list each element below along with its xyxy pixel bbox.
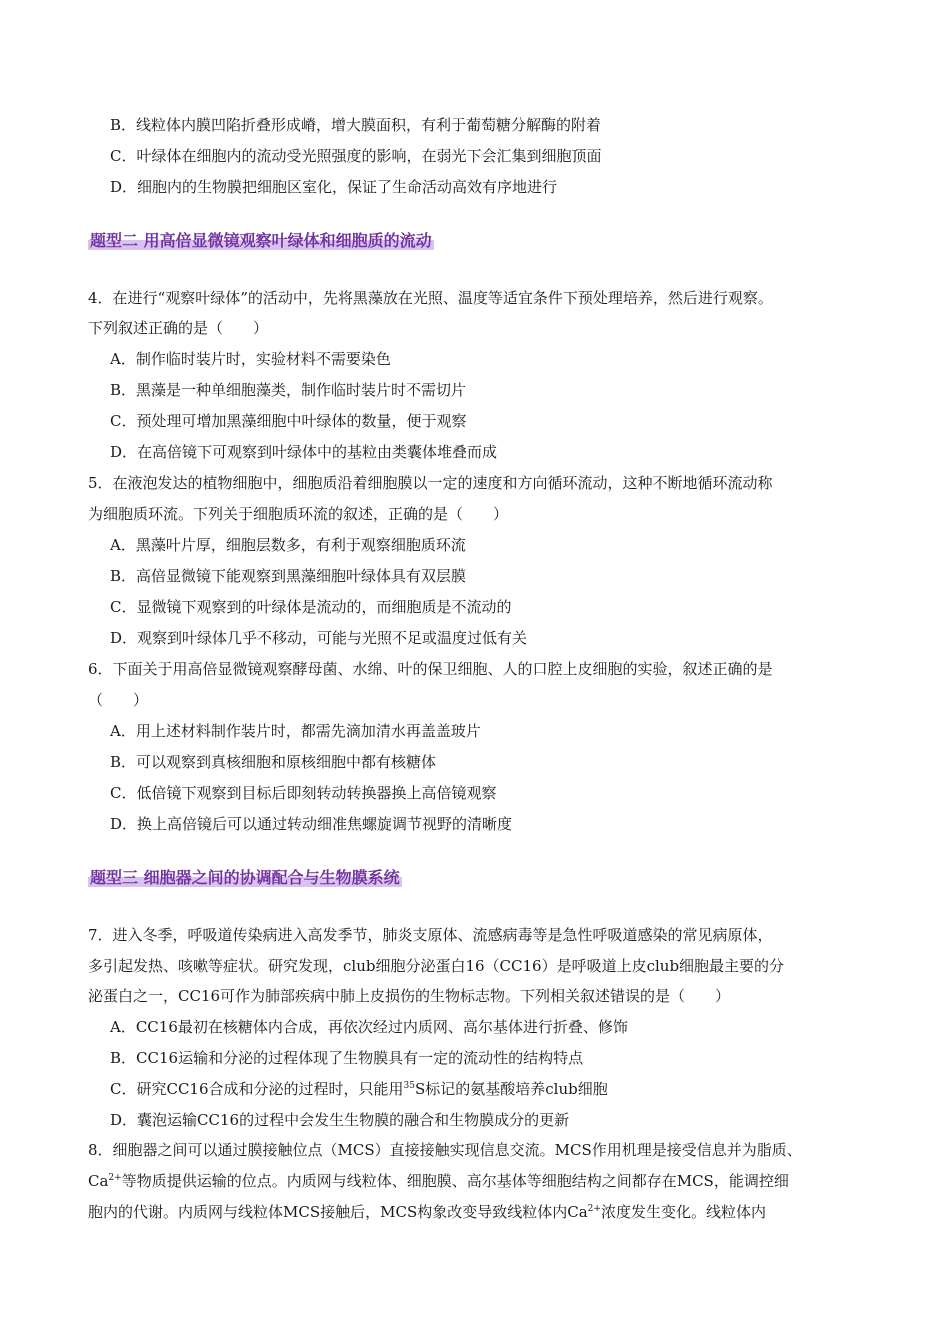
option-c: C．叶绿体在细胞内的流动受光照强度的影响，在弱光下会汇集到细胞顶面 bbox=[110, 147, 602, 165]
section-heading-2: 题型二 用高倍显微镜观察叶绿体和细胞质的流动 bbox=[90, 231, 432, 250]
question-8-line-3-text-end: 浓度发生变化。线粒体内 bbox=[600, 1203, 766, 1221]
question-5-line-2: 为细胞质环流。下列关于细胞质环流的叙述，正确的是（ ） bbox=[88, 505, 509, 523]
question-5-line-1: 5．在液泡发达的植物细胞中，细胞质沿着细胞膜以一定的速度和方向循环流动，这种不断地循环流动称 bbox=[88, 474, 773, 492]
q5-option-d: D．观察到叶绿体几乎不移动，可能与光照不足或温度过低有关 bbox=[110, 629, 528, 647]
q6-option-a: A．用上述材料制作装片时，都需先滴加清水再盖盖玻片 bbox=[110, 722, 481, 740]
q7-option-c-text-end: S标记的氨基酸培养club细胞 bbox=[414, 1080, 608, 1098]
q5-option-a: A．黑藻叶片厚，细胞层数多，有利于观察细胞质环流 bbox=[110, 536, 466, 554]
question-4-line-2: 下列叙述正确的是（ ） bbox=[88, 319, 269, 337]
q4-option-b: B．黑藻是一种单细胞藻类，制作临时装片时不需切片 bbox=[110, 381, 467, 399]
q5-option-c: C．显微镜下观察到的叶绿体是流动的，而细胞质是不流动的 bbox=[110, 598, 512, 616]
q6-option-b: B．可以观察到真核细胞和原核细胞中都有核糖体 bbox=[110, 753, 437, 771]
calcium-symbol: Ca bbox=[88, 1172, 109, 1190]
q6-option-c: C．低倍镜下观察到目标后即刻转动转换器换上高倍镜观察 bbox=[110, 784, 497, 802]
q4-option-c: C．预处理可增加黑藻细胞中叶绿体的数量，便于观察 bbox=[110, 412, 467, 430]
question-8-line-2 bbox=[88, 1170, 789, 1192]
question-7-line-2: 多引起发热、咳嗽等症状。研究发现，club细胞分泌蛋白16（CC16）是呼吸道上皮club细胞最主要的分 bbox=[88, 957, 785, 975]
q7-option-a: A．CC16最初在核糖体内合成，再依次经过内质网、高尔基体进行折叠、修饰 bbox=[110, 1018, 628, 1036]
question-8-line-2-text: 等物质提供运输的位点。内质网与线粒体、细胞膜、高尔基体等细胞结构之间都存在MCS，能调控细 bbox=[121, 1172, 789, 1190]
question-6-line-1: 6．下面关于用高倍显微镜观察酵母菌、水绵、叶的保卫细胞、人的口腔上皮细胞的实验，叙述正确的是 bbox=[88, 660, 773, 678]
question-8-line-3 bbox=[88, 1201, 766, 1223]
section-heading-3: 题型三 细胞器之间的协调配合与生物膜系统 bbox=[90, 868, 400, 887]
option-b: B．线粒体内膜凹陷折叠形成嵴，增大膜面积，有利于葡萄糖分解酶的附着 bbox=[110, 116, 602, 134]
question-7-line-1: 7．进入冬季，呼吸道传染病进入高发季节，肺炎支原体、流感病毒等是急性呼吸道感染的常见病原体， bbox=[88, 926, 773, 944]
q7-option-b: B．CC16运输和分泌的过程体现了生物膜具有一定的流动性的结构特点 bbox=[110, 1049, 584, 1067]
q5-option-b: B．高倍显微镜下能观察到黑藻细胞叶绿体具有双层膜 bbox=[110, 567, 467, 585]
q7-option-c bbox=[110, 1078, 608, 1100]
question-8-line-1: 8．细胞器之间可以通过膜接触位点（MCS）直接接触实现信息交流。MCS作用机理是接受信息并为脂质、 bbox=[88, 1141, 802, 1159]
isotope-superscript: 35 bbox=[403, 1081, 415, 1091]
q7-option-d: D．囊泡运输CC16的过程中会发生生物膜的融合和生物膜成分的更新 bbox=[110, 1111, 570, 1129]
question-4-line-1: 4．在进行“观察叶绿体”的活动中，先将黑藻放在光照、温度等适宜条件下预处理培养，然后进行观察。 bbox=[88, 289, 773, 307]
charge-superscript: 2+ bbox=[587, 1204, 601, 1214]
charge-superscript: 2+ bbox=[108, 1173, 122, 1183]
q4-option-a: A．制作临时装片时，实验材料不需要染色 bbox=[110, 350, 391, 368]
q7-option-c-text: C．研究CC16合成和分泌的过程时，只能用 bbox=[110, 1080, 404, 1098]
question-6-line-2: （ ） bbox=[88, 691, 149, 709]
q4-option-d: D．在高倍镜下可观察到叶绿体中的基粒由类囊体堆叠而成 bbox=[110, 443, 498, 461]
question-8-line-3-text: 胞内的代谢。内质网与线粒体MCS接触后，MCS构象改变导致线粒体内Ca bbox=[88, 1203, 588, 1221]
option-d: D．细胞内的生物膜把细胞区室化，保证了生命活动高效有序地进行 bbox=[110, 178, 558, 196]
q6-option-d: D．换上高倍镜后可以通过转动细准焦螺旋调节视野的清晰度 bbox=[110, 815, 513, 833]
question-7-line-3: 泌蛋白之一，CC16可作为肺部疾病中肺上皮损伤的生物标志物。下列相关叙述错误的是（ ） bbox=[88, 987, 731, 1005]
